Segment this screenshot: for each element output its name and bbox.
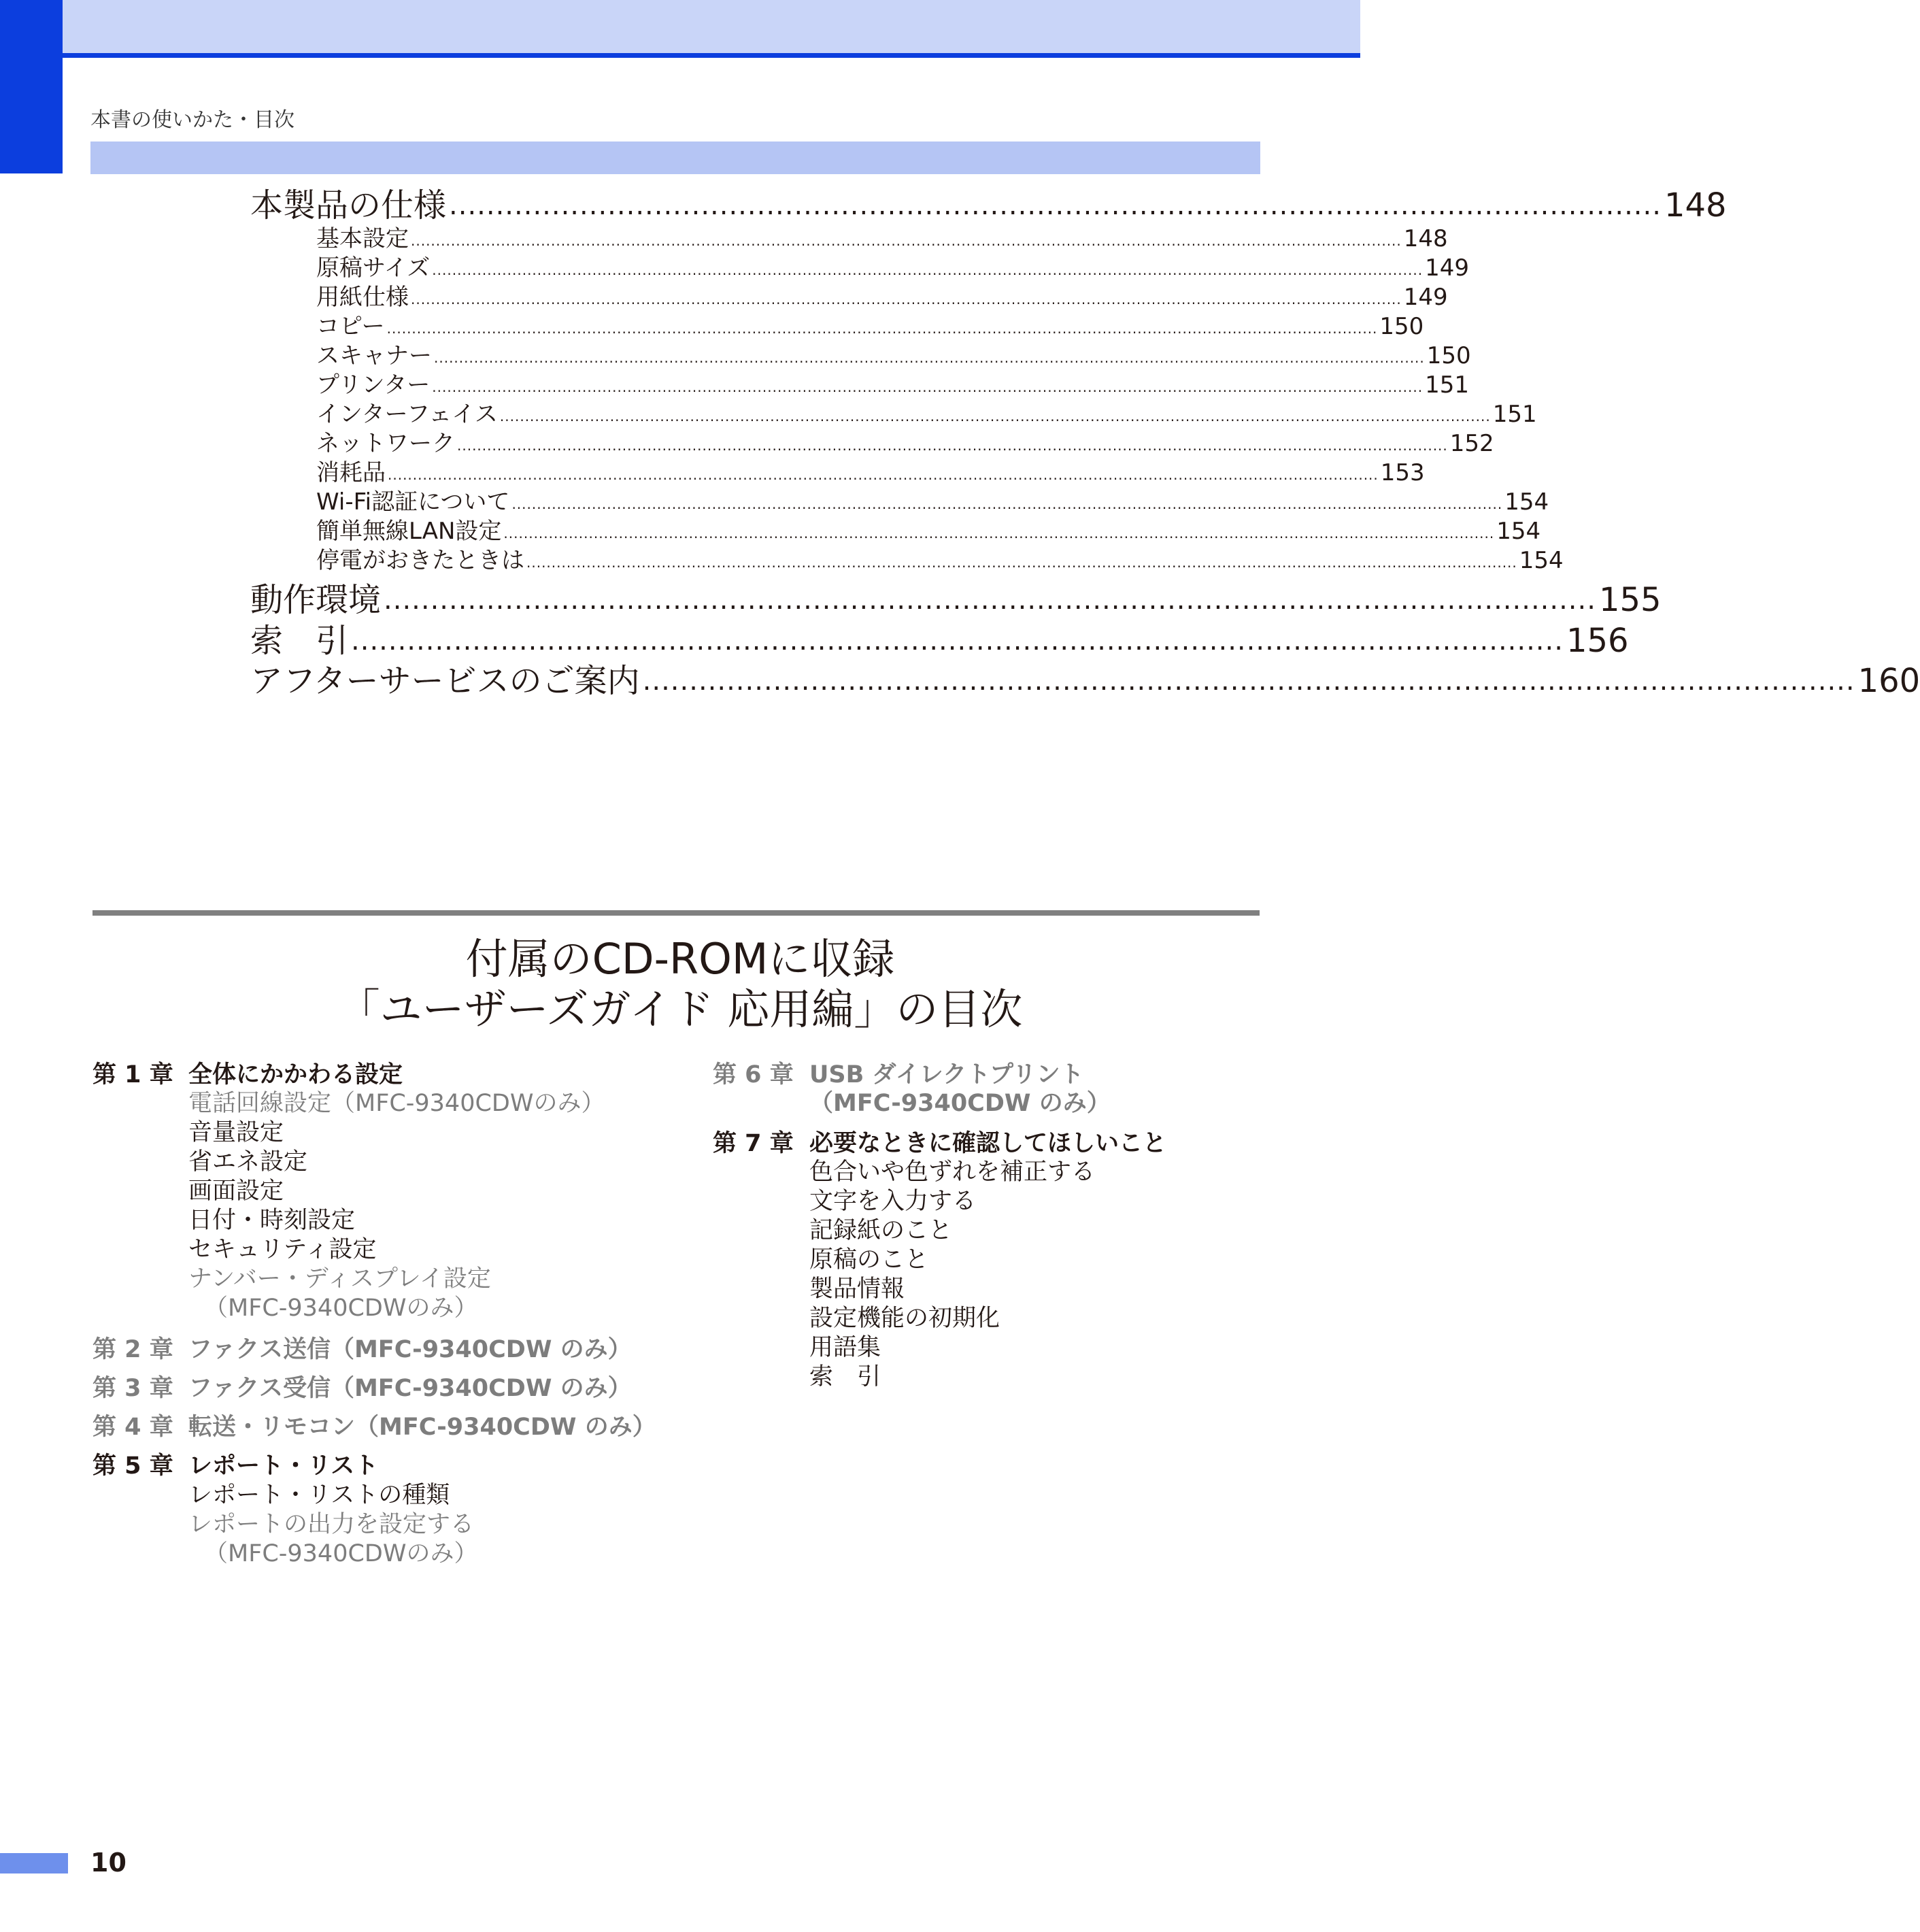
leader-dots: ......................................................................................................................................................................................................: [432, 262, 1424, 278]
leader-dots: ......................................................................................................................................................................................................: [434, 350, 1425, 366]
chapter-number: 第 2 章: [92, 1336, 173, 1363]
chapter-item[interactable]: 色合いや色ずれを補正する: [809, 1159, 1096, 1186]
chapter-title[interactable]: USB ダイレクトプリント: [809, 1061, 1084, 1088]
toc-page: 153: [1380, 459, 1425, 486]
page-number-tab: [0, 1853, 68, 1873]
toc-page: 156: [1566, 622, 1629, 660]
toc-subentry[interactable]: [316, 342, 1471, 370]
section-bar: [90, 141, 1260, 174]
toc-subentry[interactable]: [316, 371, 1469, 399]
chapter-item[interactable]: 日付・時刻設定: [188, 1207, 356, 1234]
toc-label: 停電がおきたときは: [316, 547, 524, 574]
toc-subentry[interactable]: [316, 488, 1549, 516]
chapter-item[interactable]: 記録紙のこと: [809, 1217, 953, 1244]
leader-dots: ......................................................................................................................................................................................................: [432, 379, 1424, 395]
toc-subentry[interactable]: [316, 459, 1425, 487]
top-rule: [61, 53, 1360, 58]
chapter-number: 第 6 章: [713, 1061, 794, 1088]
chapter-title[interactable]: レポート・リスト: [188, 1452, 379, 1480]
toc-page: 151: [1492, 401, 1537, 428]
toc-label: コピー: [316, 313, 385, 340]
toc-label: インターフェイス: [316, 401, 498, 428]
chapter-number: 第 4 章: [92, 1414, 173, 1441]
leader-dots: ......................................................................................................................................................................................................: [411, 233, 1402, 249]
toc-subentry[interactable]: [316, 400, 1537, 429]
chapter-item[interactable]: 原稿のこと: [809, 1246, 929, 1273]
toc-entry-index[interactable]: [250, 621, 1629, 661]
toc-label: アフターサービスのご案内: [250, 662, 640, 700]
toc-page: 154: [1519, 547, 1564, 574]
chapter-item[interactable]: ナンバー・ディスプレイ設定: [188, 1265, 491, 1293]
chapter-title[interactable]: 全体にかかわる設定: [188, 1061, 403, 1088]
toc-page: 154: [1496, 518, 1541, 545]
chapter-item[interactable]: 索 引: [809, 1363, 881, 1390]
toc-subentry[interactable]: [316, 312, 1424, 341]
toc-label: 索 引: [250, 622, 349, 660]
toc-page: 149: [1425, 254, 1469, 282]
toc-subentry[interactable]: [316, 429, 1494, 458]
chapter-item[interactable]: 設定機能の初期化: [809, 1305, 1000, 1332]
chapter-item[interactable]: レポートの出力を設定する: [188, 1511, 475, 1538]
chapter-title[interactable]: 転送・リモコン（MFC-9340CDW のみ）: [188, 1414, 656, 1441]
chapter-item-note: （MFC-9340CDWのみ）: [204, 1540, 478, 1567]
chapter-number: 第 7 章: [713, 1130, 794, 1157]
toc-subentry[interactable]: [316, 254, 1469, 282]
chapter-number: 第 3 章: [92, 1375, 173, 1402]
leader-dots: ..................................................................................................................................: [449, 190, 1662, 221]
leader-dots: ......................................................................................................................................................................................................: [503, 525, 1495, 542]
toc-label: 簡単無線LAN設定: [316, 518, 502, 545]
chapter-title-note: （MFC-9340CDW のみ）: [809, 1090, 1111, 1117]
toc-label: Wi-Fi認証について: [316, 488, 510, 516]
chapter-item[interactable]: レポート・リストの種類: [188, 1482, 450, 1509]
leader-dots: ......................................................................................................................................................................................................: [411, 291, 1402, 307]
toc-subentry[interactable]: [316, 224, 1448, 253]
leader-dots: ......................................................................................................................................................................................................: [511, 496, 1503, 512]
toc-subentry[interactable]: [316, 283, 1448, 312]
chapter-title[interactable]: 必要なときに確認してほしいこと: [809, 1130, 1167, 1157]
leader-dots: ......................................................................................................................................................................................................: [386, 320, 1378, 337]
toc-subentry[interactable]: [316, 517, 1541, 546]
toc-page: 152: [1449, 430, 1494, 457]
toc-label: 原稿サイズ: [316, 254, 431, 282]
toc-label: 基本設定: [316, 225, 409, 252]
toc-label: 用紙仕様: [316, 284, 409, 311]
toc-page: 151: [1425, 371, 1469, 399]
leader-dots: ......................................................................................................................................................................................................: [457, 437, 1448, 454]
toc-page: 149: [1403, 284, 1448, 311]
chapter-item[interactable]: 音量設定: [188, 1119, 284, 1146]
leader-dots: ......................................................................................................................................................................................................: [526, 554, 1517, 571]
page-number: 10: [90, 1848, 127, 1878]
chapter-item[interactable]: 電話回線設定（MFC-9340CDWのみ）: [188, 1090, 605, 1117]
leader-dots: ..................................................................................................................................: [351, 625, 1564, 656]
chapter-item[interactable]: 製品情報: [809, 1276, 905, 1303]
toc-label: 消耗品: [316, 459, 386, 486]
top-band: [0, 0, 1360, 53]
toc-label: 動作環境: [250, 581, 382, 619]
leader-dots: ......................................................................................................................................................................................................: [388, 467, 1379, 483]
chapter-title[interactable]: ファクス受信（MFC-9340CDW のみ）: [188, 1375, 632, 1402]
toc-page: 154: [1504, 488, 1549, 516]
chapter-item[interactable]: 文字を入力する: [809, 1188, 977, 1215]
chapter-item[interactable]: セキュリティ設定: [188, 1236, 377, 1263]
chapter-number: 第 1 章: [92, 1061, 173, 1088]
toc-entry-after-service[interactable]: [250, 661, 1920, 701]
chapter-number: 第 5 章: [92, 1452, 173, 1480]
toc-page: 155: [1598, 581, 1662, 619]
leader-dots: ..................................................................................................................................: [642, 665, 1855, 697]
running-header: 本書の使いかた・目次: [90, 108, 294, 132]
chapter-title[interactable]: ファクス送信（MFC-9340CDW のみ）: [188, 1336, 632, 1363]
leader-dots: ..................................................................................................................................: [384, 584, 1596, 616]
cd-section-title-line1: 付属のCD-ROMに収録: [465, 934, 895, 984]
toc-subentry[interactable]: [316, 546, 1564, 575]
toc-page: 150: [1426, 342, 1471, 369]
chapter-item[interactable]: 用語集: [809, 1334, 881, 1361]
toc-page: 150: [1379, 313, 1424, 340]
chapter-tab: [0, 0, 63, 173]
section-divider: [92, 910, 1260, 916]
chapter-item[interactable]: 省エネ設定: [188, 1148, 308, 1176]
toc-entry-environment[interactable]: [250, 580, 1662, 620]
chapter-item-note: （MFC-9340CDWのみ）: [204, 1295, 478, 1322]
toc-label: ネットワーク: [316, 430, 455, 457]
toc-label: プリンター: [316, 371, 431, 399]
cd-section-title-line2: 「ユーザーズガイド 応用編」の目次: [337, 984, 1023, 1034]
toc-label: 本製品の仕様: [250, 186, 447, 224]
toc-page: 148: [1664, 186, 1727, 224]
toc-label: スキャナー: [316, 342, 432, 369]
leader-dots: ......................................................................................................................................................................................................: [499, 408, 1491, 424]
toc-entry-specs[interactable]: [250, 186, 1727, 225]
toc-page: 160: [1857, 662, 1920, 700]
chapter-item[interactable]: 画面設定: [188, 1178, 284, 1205]
toc-page: 148: [1403, 225, 1448, 252]
